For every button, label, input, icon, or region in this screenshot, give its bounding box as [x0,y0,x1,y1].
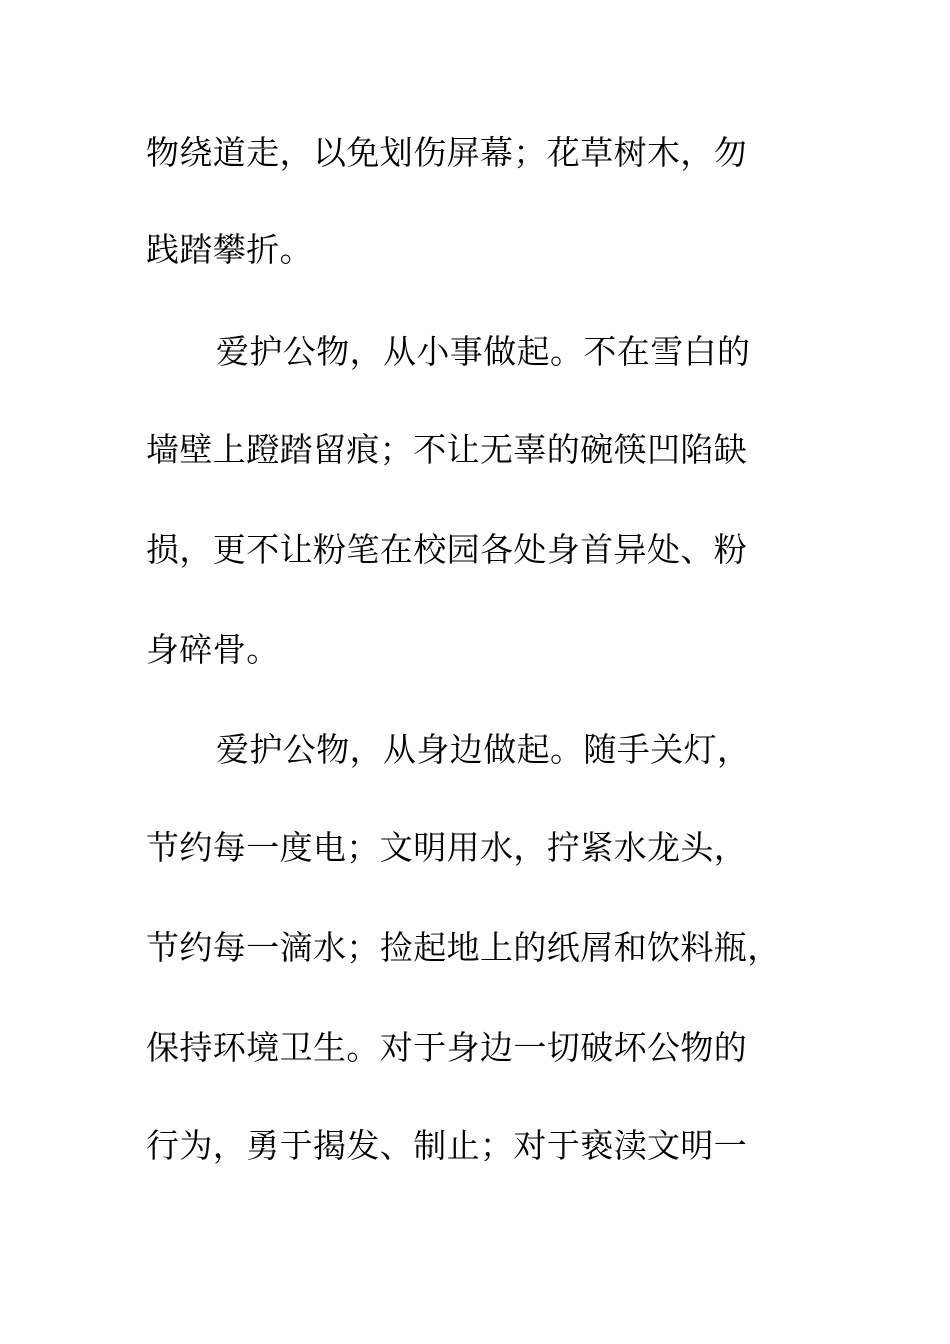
paragraph-start-line: 爱护公物，从身边做起。随手关灯， [216,730,751,769]
paragraph-start-line: 爱护公物，从小事做起。不在雪白的 [216,332,751,371]
text-line: 身碎骨。 [146,630,280,669]
text-line: 物绕道走，以免划伤屏幕；花草树木，勿 [146,133,748,172]
text-line: 节约每一滴水；捡起地上的纸屑和饮料瓶， [146,928,781,967]
text-line: 行为，勇于揭发、制止；对于亵渎文明一 [146,1126,748,1165]
text-line: 墙壁上蹬踏留痕；不让无辜的碗筷凹陷缺 [146,430,748,469]
text-line: 保持环境卫生。对于身边一切破坏公物的 [146,1028,748,1067]
text-line: 损，更不让粉笔在校园各处身首异处、粉 [146,530,748,569]
text-line: 践踏攀折。 [146,230,313,269]
text-line: 节约每一度电；文明用水，拧紧水龙头， [146,828,748,867]
